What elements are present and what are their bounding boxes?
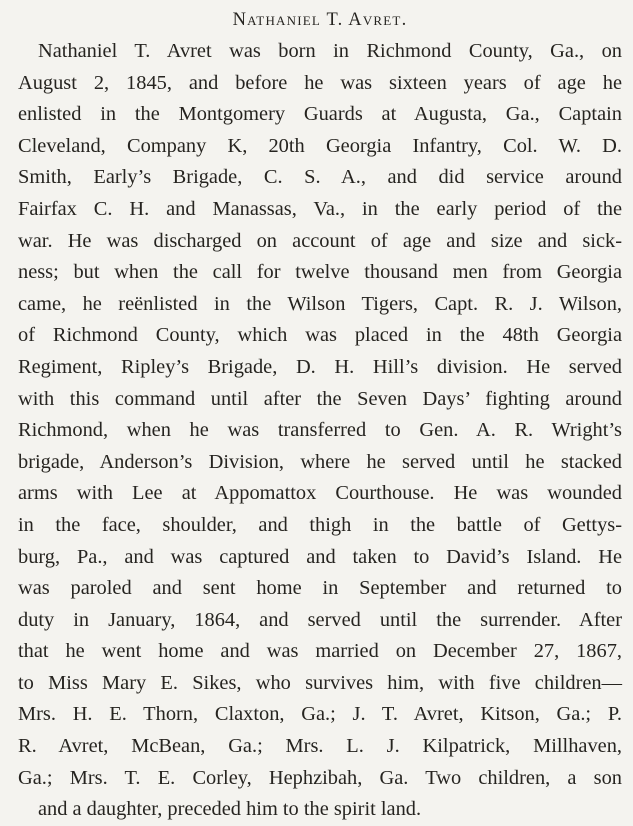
text-line: duty in January, 1864, and served until the surrender. After [18,608,622,631]
document-page [18,0,622,826]
text-line: to Miss Mary E. Sikes, who survives him, with five children— [18,671,622,694]
text-line: was paroled and sent home in September and returned to [18,577,622,600]
text-line: in the face, shoulder, and thigh in the battle of Gettys- [18,513,622,536]
text-line: Regiment, Ripley’s Brigade, D. H. Hill’s division. He served [18,355,622,378]
text-line: came, he reënlisted in the Wilson Tigers, Capt. R. J. Wilson, [18,292,622,315]
body-paragraph [18,36,622,826]
text-line: that he went home and was married on December 27, 1867, [18,640,622,663]
text-line: of Richmond County, which was placed in the 48th Georgia [18,324,622,347]
text-line: with this command until after the Seven Days’ fighting around [18,387,622,410]
text-line: Smith, Early’s Brigade, C. S. A., and did service around [18,166,622,189]
text-line: Nathaniel T. Avret was born in Richmond County, Ga., on [38,40,622,62]
text-line: burg, Pa., and was captured and taken to David’s Island. He [18,545,622,568]
text-line: ness; but when the call for twelve thousand men from Georgia [18,261,622,284]
text-line: Cleveland, Company K, 20th Georgia Infantry, Col. W. D. [18,134,622,157]
text-line: war. He was discharged on account of age and size and sick- [18,229,622,252]
text-line: and a daughter, preceded him to the spirit land. [38,798,422,821]
page-title: Nathaniel T. Avret. [232,10,408,30]
text-line: Mrs. H. E. Thorn, Claxton, Ga.; J. T. Avret, Kitson, Ga.; P. [18,703,622,726]
text-line: Fairfax C. H. and Manassas, Va., in the early period of the [18,197,622,220]
text-line: Ga.; Mrs. T. E. Corley, Hephzibah, Ga. Two children, a son [18,766,622,789]
text-line: arms with Lee at Appomattox Courthouse. He was wounded [18,482,622,505]
text-line: August 2, 1845, and before he was sixteen years of age he [18,71,622,94]
text-line: Richmond, when he was transferred to Gen. A. R. Wright’s [18,419,622,442]
text-line: R. Avret, McBean, Ga.; Mrs. L. J. Kilpatrick, Millhaven, [18,735,622,758]
text-line: brigade, Anderson’s Division, where he served until he stacked [18,450,622,473]
text-line: enlisted in the Montgomery Guards at Augusta, Ga., Captain [18,103,622,126]
